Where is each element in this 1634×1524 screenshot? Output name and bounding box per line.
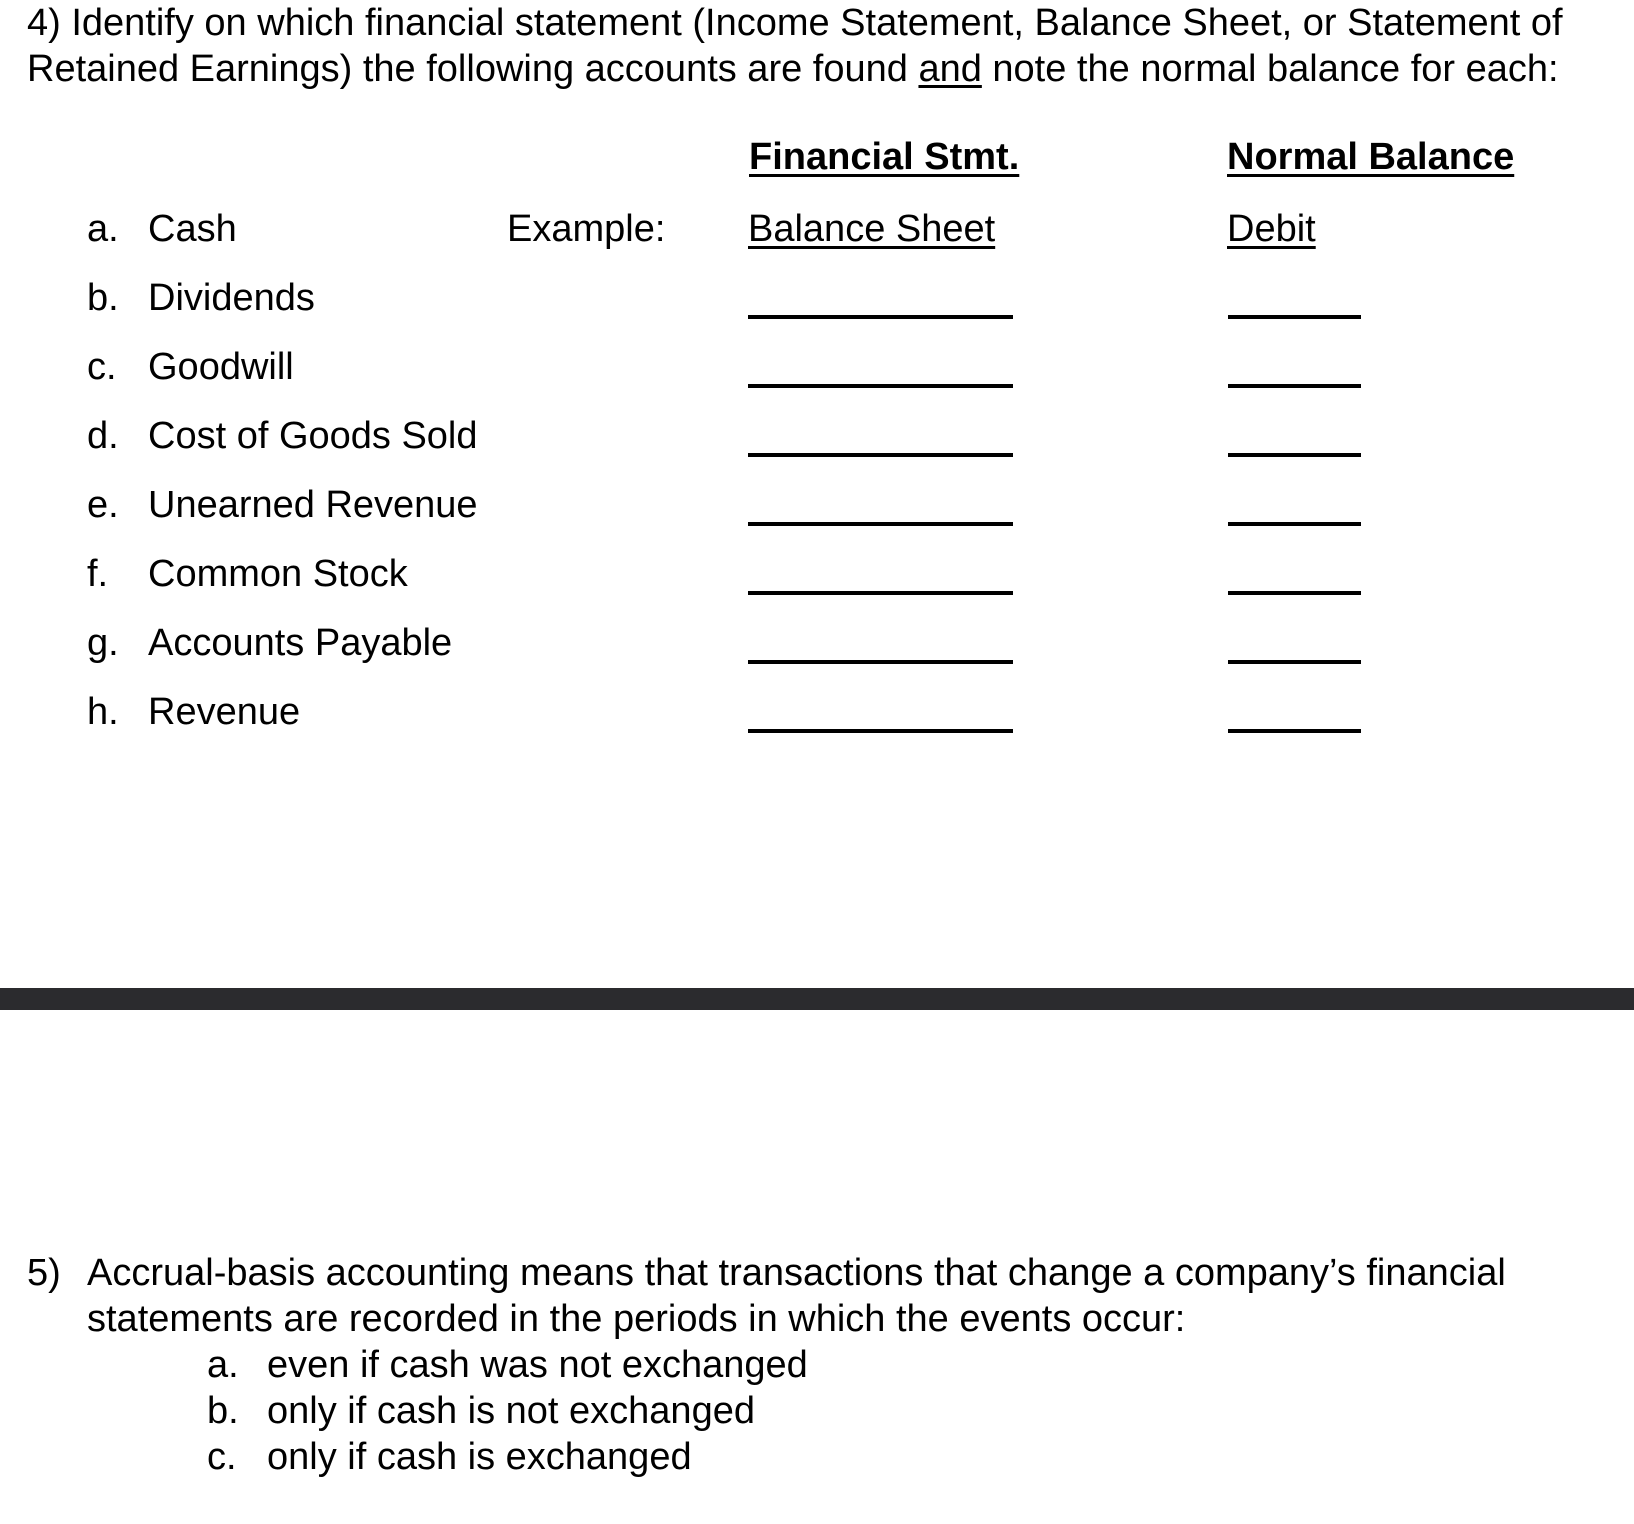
financial-stmt-blank[interactable] — [748, 660, 1013, 664]
example-label: Example: — [507, 208, 666, 250]
normal-balance-blank[interactable] — [1228, 453, 1361, 457]
account-name: Common Stock — [148, 553, 408, 595]
item-letter: c. — [87, 346, 117, 388]
option-letter: b. — [207, 1390, 239, 1432]
item-letter: d. — [87, 415, 119, 457]
financial-stmt-blank[interactable] — [748, 729, 1013, 733]
account-row — [0, 689, 1634, 739]
normal-balance-blank[interactable] — [1228, 315, 1361, 319]
financial-stmt-blank[interactable] — [748, 522, 1013, 526]
financial-stmt-blank[interactable] — [748, 591, 1013, 595]
example-normal-balance: Debit — [1227, 208, 1316, 250]
account-row — [0, 482, 1634, 532]
account-name: Accounts Payable — [148, 622, 453, 664]
question-4-prompt-emphasis: and — [918, 48, 982, 90]
account-row — [0, 344, 1634, 394]
account-row-example — [0, 206, 1634, 256]
item-letter: e. — [87, 484, 119, 526]
account-name: Goodwill — [148, 346, 294, 388]
example-financial-stmt: Balance Sheet — [748, 208, 996, 250]
item-letter: b. — [87, 277, 119, 319]
account-row — [0, 413, 1634, 463]
option-letter: a. — [207, 1344, 239, 1386]
account-row — [0, 620, 1634, 670]
normal-balance-blank[interactable] — [1228, 591, 1361, 595]
answer-option[interactable] — [207, 1388, 755, 1434]
question-5-stem: Accrual-basis accounting means that transactions that change a company’s financial statements are recorded in the periods in which the events occur: — [87, 1252, 1506, 1340]
question-4-prompt-text: 4) Identify on which financial statement (Income Statement, Balance Sheet, or Statement of Retained Earnings) the following accounts are found — [27, 2, 1563, 90]
normal-balance-blank[interactable] — [1228, 660, 1361, 664]
option-text: even if cash was not exchanged — [267, 1344, 808, 1386]
account-name: Revenue — [148, 691, 301, 733]
answer-option[interactable] — [207, 1434, 692, 1480]
account-name: Dividends — [148, 277, 315, 319]
item-letter: f. — [87, 553, 109, 595]
account-name: Cost of Goods Sold — [148, 415, 478, 457]
account-name: Cash — [148, 208, 237, 250]
account-row — [0, 275, 1634, 325]
option-text: only if cash is exchanged — [267, 1436, 692, 1478]
normal-balance-blank[interactable] — [1228, 522, 1361, 526]
financial-stmt-blank[interactable] — [748, 384, 1013, 388]
normal-balance-blank[interactable] — [1228, 729, 1361, 733]
financial-stmt-blank[interactable] — [748, 453, 1013, 457]
item-letter: h. — [87, 691, 119, 733]
option-text: only if cash is not exchanged — [267, 1390, 755, 1432]
item-letter: g. — [87, 622, 119, 664]
question-4-prompt-text-end: note the normal balance for each: — [981, 48, 1559, 90]
financial-stmt-blank[interactable] — [748, 315, 1013, 319]
column-header-financial-stmt: Financial Stmt. — [749, 136, 1020, 178]
normal-balance-blank[interactable] — [1228, 384, 1361, 388]
account-name: Unearned Revenue — [148, 484, 478, 526]
account-row — [0, 551, 1634, 601]
column-header-normal-balance: Normal Balance — [1227, 136, 1515, 178]
section-divider — [0, 988, 1634, 1010]
question-5-number: 5) — [27, 1252, 61, 1294]
item-letter: a. — [87, 208, 119, 250]
answer-option[interactable] — [207, 1342, 808, 1388]
question-4-prompt — [27, 0, 1627, 92]
option-letter: c. — [207, 1436, 237, 1478]
